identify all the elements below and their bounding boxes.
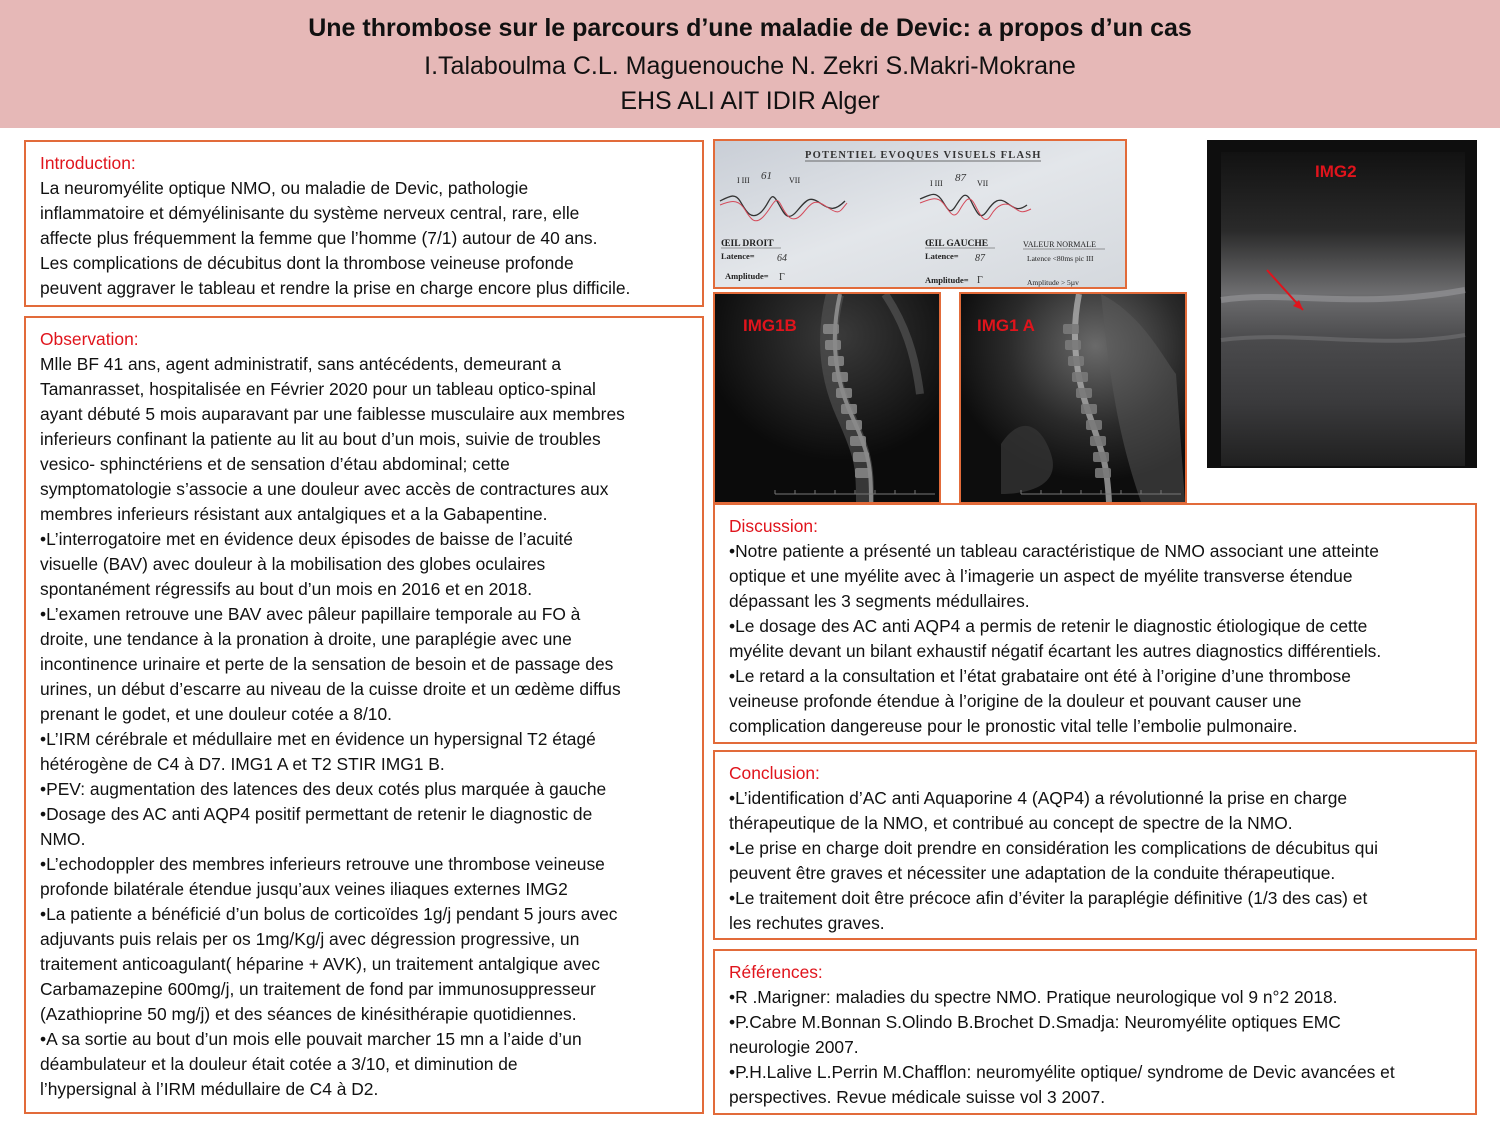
pev-latence-d-val: 64 xyxy=(777,253,787,264)
img2-label: IMG2 xyxy=(1315,162,1357,181)
text-line: profonde bilatérale étendue jusqu’aux veines iliaques externes IMG2 xyxy=(40,879,568,899)
text-line: NMO. xyxy=(40,829,86,849)
text-line: •L’identification d’AC anti Aquaporine 4 (AQP4) a révolutionné la prise en charge xyxy=(729,788,1348,808)
pev-right-vii: VII xyxy=(977,179,989,188)
conclusion-text xyxy=(729,786,1463,936)
text-line: inflammatoire et démyélinisante du système nerveux central, rare, elle xyxy=(40,203,580,223)
pev-right-peaks: I III xyxy=(930,179,943,188)
text-line: •Dosage des AC anti AQP4 positif permettant de retenir le diagnostic de xyxy=(40,804,593,824)
references-box xyxy=(713,949,1477,1115)
text-line: myélite devant un bilant exhaustif négatif écartant les autres diagnostics différentiels. xyxy=(729,641,1382,661)
conclusion-heading: Conclusion: xyxy=(729,763,820,783)
text-line: visuelle (BAV) avec douleur à la mobilisation des globes oculaires xyxy=(40,554,546,574)
text-line: Carbamazepine 600mg/j, un traitement de fond par immunosuppresseur xyxy=(40,979,596,999)
text-line: Les complications de décubitus dont la thrombose veineuse profonde xyxy=(40,253,574,273)
poster-authors: I.Talaboulma C.L. Maguenouche N. Zekri S.Makri-Mokrane xyxy=(424,52,1076,80)
reference-line: neurologie 2007. xyxy=(729,1037,859,1057)
pev-oeil-droit: ŒIL DROIT xyxy=(721,239,774,249)
text-line: •L’echodoppler des membres inferieurs retrouve une thrombose veineuse xyxy=(40,854,605,874)
text-line: l’hypersignal à l’IRM médullaire de C4 à D2. xyxy=(40,1079,379,1099)
text-line: complication dangereuse pour le pronostic vital telle l’embolie pulmonaire. xyxy=(729,716,1298,736)
reference-line: •P.Cabre M.Bonnan S.Olindo B.Brochet D.Smadja: Neuromyélite optiques EMC xyxy=(729,1012,1341,1032)
pev-amplitude-normale: Amplitude > 5µv xyxy=(1027,278,1079,287)
observation-heading: Observation: xyxy=(40,329,139,349)
text-line: affecte plus fréquemment la femme que l’homme (7/1) autour de 40 ans. xyxy=(40,228,598,248)
text-line: déambulateur et la douleur était cotée a 3/10, et diminution de xyxy=(40,1054,518,1074)
poster-title: Une thrombose sur le parcours d’une maladie de Devic: a propos d’un cas xyxy=(308,14,1192,42)
text-line: dépassant les 3 segments médullaires. xyxy=(729,591,1030,611)
text-line: •PEV: augmentation des latences des deux cotés plus marquée à gauche xyxy=(40,779,607,799)
pev-amplitude-g: Amplitude= xyxy=(925,275,969,285)
pev-latence-d: Latence= xyxy=(721,251,755,261)
references-text xyxy=(729,985,1463,1110)
text-line: •La patiente a bénéficié d’un bolus de corticoïdes 1g/j pendant 5 jours avec xyxy=(40,904,618,924)
pev-right-hand: 87 xyxy=(955,172,966,184)
text-line: ayant débuté 5 mois auparavant par une faiblesse musculaire aux membres xyxy=(40,404,625,424)
text-line: symptomatologie s’associe a une douleur avec accès de contractures aux xyxy=(40,479,609,499)
text-line: La neuromyélite optique NMO, ou maladie de Devic, pathologie xyxy=(40,178,529,198)
img1a-label: IMG1 A xyxy=(977,316,1035,335)
ultrasound-img2 xyxy=(1207,140,1477,468)
introduction-heading: Introduction: xyxy=(40,153,136,173)
text-line: membres inferieurs résistant aux antalgiques et a la Gabapentine. xyxy=(40,504,548,524)
text-line: •Le retard a la consultation et l’état grabataire ont été à l’origine d’une thrombose xyxy=(729,666,1351,686)
pev-image xyxy=(713,139,1127,289)
text-line: adjuvants puis relais per os 1mg/Kg/j avec dégression progressive, un xyxy=(40,929,580,949)
pev-title: POTENTIEL EVOQUES VISUELS FLASH xyxy=(805,150,1042,161)
text-line: les rechutes graves. xyxy=(729,913,885,933)
text-line: •Le traitement doit être précoce afin d’éviter la paraplégie définitive (1/3 des cas) et xyxy=(729,888,1368,908)
pev-oeil-gauche: ŒIL GAUCHE xyxy=(925,239,989,249)
observation-text xyxy=(40,352,690,1102)
pev-amplitude-d: Amplitude= xyxy=(725,271,769,281)
text-line: (Azathioprine 50 mg/j) et des séances de kinésithérapie quotidiennes. xyxy=(40,1004,577,1024)
references-heading: Références: xyxy=(729,962,823,982)
pev-latence-normale: Latence <80ms pic III xyxy=(1027,254,1094,263)
text-line: •L’examen retrouve une BAV avec pâleur papillaire temporale au FO à xyxy=(40,604,581,624)
reference-line: •R .Marigner: maladies du spectre NMO. Pratique neurologique vol 9 n°2 2018. xyxy=(729,987,1338,1007)
img1b-label: IMG1B xyxy=(743,316,797,335)
pev-latence-g-val: 87 xyxy=(975,253,985,264)
text-line: vesico- sphinctériens et de sensation d’étau abdominal; cette xyxy=(40,454,510,474)
pev-left-hand: 61 xyxy=(761,170,772,182)
text-line: peuvent être graves et nécessiter une adaptation de la conduite thérapeutique. xyxy=(729,863,1336,883)
text-line: prenant le godet, et une douleur cotée a 8/10. xyxy=(40,704,392,724)
observation-box xyxy=(24,316,704,1114)
pev-left-vii: VII xyxy=(789,176,801,185)
text-line: urines, un début d’escarre au niveau de la cuisse droite et un œdème diffus xyxy=(40,679,621,699)
introduction-box xyxy=(24,140,704,307)
text-line: spontanément régressifs au bout d’un mois en 2016 et en 2018. xyxy=(40,579,533,599)
text-line: traitement anticoagulant( héparine + AVK), un traitement antalgique avec xyxy=(40,954,600,974)
pev-graph xyxy=(715,141,1125,287)
mri-img1a xyxy=(959,292,1187,504)
text-line: hétérogène de C4 à D7. IMG1 A et T2 STIR IMG1 B. xyxy=(40,754,445,774)
introduction-text xyxy=(40,176,690,301)
text-line: Tamanrasset, hospitalisée en Février 2020 pour un tableau optico-spinal xyxy=(40,379,596,399)
text-line: •Le dosage des AC anti AQP4 a permis de retenir le diagnostic étiologique de cette xyxy=(729,616,1368,636)
reference-line: perspectives. Revue médicale suisse vol 3 2007. xyxy=(729,1087,1106,1107)
poster-affiliation: EHS ALI AIT IDIR Alger xyxy=(620,87,880,115)
pev-latence-g: Latence= xyxy=(925,251,959,261)
text-line: Mlle BF 41 ans, agent administratif, sans antécédents, demeurant a xyxy=(40,354,562,374)
text-line: peuvent aggraver le tableau et rendre la prise en charge encore plus difficile. xyxy=(40,278,631,298)
text-line: •Le prise en charge doit prendre en considération les complications de décubitus qui xyxy=(729,838,1378,858)
pev-amplitude-d-val: Γ xyxy=(779,272,785,283)
discussion-heading: Discussion: xyxy=(729,516,818,536)
pev-left-peaks: I III xyxy=(737,176,750,185)
poster-header xyxy=(0,0,1500,128)
conclusion-box xyxy=(713,750,1477,940)
text-line: •A sa sortie au bout d’un mois elle pouvait marcher 15 mn a l’aide d’un xyxy=(40,1029,582,1049)
text-line: veineuse profonde étendue à l’origine de la douleur et pouvant causer une xyxy=(729,691,1302,711)
text-line: •L’interrogatoire met en évidence deux épisodes de baisse de l’acuité xyxy=(40,529,573,549)
text-line: •Notre patiente a présenté un tableau caractéristique de NMO associant une atteinte xyxy=(729,541,1379,561)
reference-line: •P.H.Lalive L.Perrin M.Chafflon: neuromyélite optique/ syndrome de Devic avancées et xyxy=(729,1062,1395,1082)
pev-amplitude-g-val: Γ xyxy=(977,275,983,286)
text-line: optique et une myélite avec à l’imagerie un aspect de myélite transverse étendue xyxy=(729,566,1353,586)
text-line: •L’IRM cérébrale et médullaire met en évidence un hypersignal T2 étagé xyxy=(40,729,596,749)
text-line: droite, une tendance à la pronation à droite, une paraplégie avec une xyxy=(40,629,572,649)
mri-img1b xyxy=(713,292,941,504)
discussion-text xyxy=(729,539,1463,739)
pev-valeur-normale: VALEUR NORMALE xyxy=(1023,240,1096,249)
discussion-box xyxy=(713,503,1477,744)
text-line: thérapeutique de la NMO, et contribué au concept de spectre de la NMO. xyxy=(729,813,1293,833)
ultrasound-drawing xyxy=(1207,140,1477,468)
text-line: incontinence urinaire et perte de la sensation de besoin et de passage des xyxy=(40,654,614,674)
text-line: inferieurs confinant la patiente au lit au bout d’un mois, suivie de troubles xyxy=(40,429,601,449)
